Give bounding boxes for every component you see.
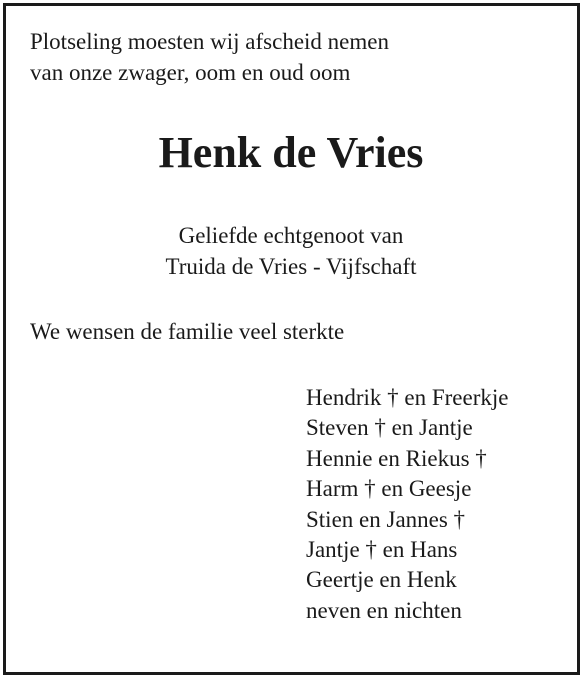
signer-entry: Stien en Jannes † bbox=[306, 506, 466, 532]
condolence-wish: We wensen de familie veel sterkte bbox=[30, 319, 345, 344]
signer-entry: Geertje en Henk bbox=[306, 567, 457, 593]
signer-entry: Steven † en Jantje bbox=[306, 415, 473, 441]
signer-entry: Harm † en Geesje bbox=[306, 476, 472, 502]
intro-line: van onze zwager, oom en oud oom bbox=[30, 60, 351, 85]
spouse-text bbox=[0, 220, 582, 282]
intro-line: Plotseling moesten wij afscheid nemen bbox=[30, 29, 389, 54]
signer-entry: Jantje † en Hans bbox=[306, 537, 458, 563]
deceased-name: Henk de Vries bbox=[158, 128, 424, 177]
spouse-line: Geliefde echtgenoot van bbox=[178, 223, 404, 248]
signers-list bbox=[306, 383, 508, 626]
intro-text bbox=[30, 26, 389, 88]
signer-entry: neven en nichten bbox=[306, 597, 462, 623]
spouse-line: Truida de Vries - Vijfschaft bbox=[165, 254, 417, 279]
signer-entry: Hennie en Riekus † bbox=[306, 445, 487, 471]
signer-entry: Hendrik † en Freerkje bbox=[306, 385, 509, 410]
